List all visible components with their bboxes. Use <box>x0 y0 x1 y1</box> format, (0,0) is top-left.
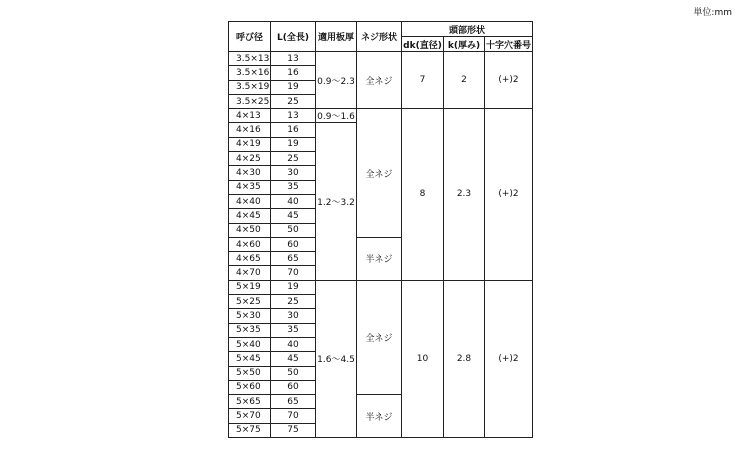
spec-table-body <box>229 52 533 438</box>
length-cell: 25 <box>271 295 316 309</box>
length-cell: 60 <box>271 380 316 394</box>
length-cell: 19 <box>271 137 316 151</box>
length-cell: 45 <box>271 209 316 223</box>
length-cell: 13 <box>271 109 316 123</box>
thread-shape-cell: 全ネジ <box>357 280 402 394</box>
plate-thickness-cell: 1.6〜4.5 <box>316 280 357 437</box>
header-nominal: 呼び径 <box>229 22 271 52</box>
length-cell: 30 <box>271 166 316 180</box>
header-dk: dk(直径) <box>402 37 444 52</box>
nominal-size-cell: 4×19 <box>229 137 271 151</box>
nominal-size-cell: 5×65 <box>229 395 271 409</box>
nominal-size-cell: 4×40 <box>229 194 271 208</box>
k-cell: 2 <box>444 52 485 109</box>
unit-label: 単位:mm <box>693 8 732 18</box>
length-cell: 16 <box>271 66 316 80</box>
length-cell: 25 <box>271 94 316 108</box>
nominal-size-cell: 4×45 <box>229 209 271 223</box>
length-cell: 40 <box>271 337 316 351</box>
nominal-size-cell: 4×30 <box>229 166 271 180</box>
nominal-size-cell: 3.5×19 <box>229 80 271 94</box>
nominal-size-cell: 3.5×13 <box>229 52 271 66</box>
screw-spec-table <box>228 21 533 438</box>
length-cell: 30 <box>271 309 316 323</box>
length-cell: 75 <box>271 423 316 437</box>
plate-thickness-cell: 1.2〜3.2 <box>316 123 357 280</box>
table-row <box>229 109 533 123</box>
thread-shape-cell: 半ネジ <box>357 237 402 280</box>
dk-cell: 7 <box>402 52 444 109</box>
k-cell: 2.8 <box>444 280 485 437</box>
cross-recess-cell: (+)2 <box>485 52 533 109</box>
nominal-size-cell: 3.5×16 <box>229 66 271 80</box>
nominal-size-cell: 5×19 <box>229 280 271 294</box>
nominal-size-cell: 5×30 <box>229 309 271 323</box>
nominal-size-cell: 4×25 <box>229 152 271 166</box>
nominal-size-cell: 4×70 <box>229 266 271 280</box>
length-cell: 19 <box>271 280 316 294</box>
header-head-shape: 頭部形状 <box>402 22 533 37</box>
length-cell: 60 <box>271 237 316 251</box>
table-row <box>229 52 533 66</box>
nominal-size-cell: 4×50 <box>229 223 271 237</box>
plate-thickness-cell: 0.9〜2.3 <box>316 52 357 109</box>
nominal-size-cell: 5×45 <box>229 352 271 366</box>
header-thread-shape: ネジ形状 <box>357 22 402 52</box>
nominal-size-cell: 4×35 <box>229 180 271 194</box>
length-cell: 35 <box>271 180 316 194</box>
nominal-size-cell: 5×25 <box>229 295 271 309</box>
nominal-size-cell: 4×65 <box>229 252 271 266</box>
length-cell: 13 <box>271 52 316 66</box>
length-cell: 35 <box>271 323 316 337</box>
nominal-size-cell: 4×60 <box>229 237 271 251</box>
plate-thickness-cell: 0.9〜1.6 <box>316 109 357 123</box>
length-cell: 45 <box>271 352 316 366</box>
nominal-size-cell: 5×35 <box>229 323 271 337</box>
dk-cell: 10 <box>402 280 444 437</box>
table-row <box>229 280 533 294</box>
length-cell: 50 <box>271 223 316 237</box>
length-cell: 16 <box>271 123 316 137</box>
nominal-size-cell: 4×13 <box>229 109 271 123</box>
cross-recess-cell: (+)2 <box>485 109 533 281</box>
header-cross-recess: 十字穴番号 <box>485 37 533 52</box>
cross-recess-cell: (+)2 <box>485 280 533 437</box>
nominal-size-cell: 3.5×25 <box>229 94 271 108</box>
length-cell: 65 <box>271 252 316 266</box>
thread-shape-cell: 半ネジ <box>357 395 402 438</box>
header-plate-thickness: 適用板厚 <box>316 22 357 52</box>
length-cell: 65 <box>271 395 316 409</box>
thread-shape-cell: 全ネジ <box>357 52 402 109</box>
k-cell: 2.3 <box>444 109 485 281</box>
length-cell: 25 <box>271 152 316 166</box>
length-cell: 70 <box>271 409 316 423</box>
header-k: k(厚み) <box>444 37 485 52</box>
length-cell: 70 <box>271 266 316 280</box>
nominal-size-cell: 4×16 <box>229 123 271 137</box>
dk-cell: 8 <box>402 109 444 281</box>
length-cell: 19 <box>271 80 316 94</box>
nominal-size-cell: 5×60 <box>229 380 271 394</box>
length-cell: 40 <box>271 194 316 208</box>
nominal-size-cell: 5×70 <box>229 409 271 423</box>
header-length: L(全長) <box>271 22 316 52</box>
length-cell: 50 <box>271 366 316 380</box>
nominal-size-cell: 5×40 <box>229 337 271 351</box>
thread-shape-cell: 全ネジ <box>357 109 402 238</box>
nominal-size-cell: 5×75 <box>229 423 271 437</box>
nominal-size-cell: 5×50 <box>229 366 271 380</box>
